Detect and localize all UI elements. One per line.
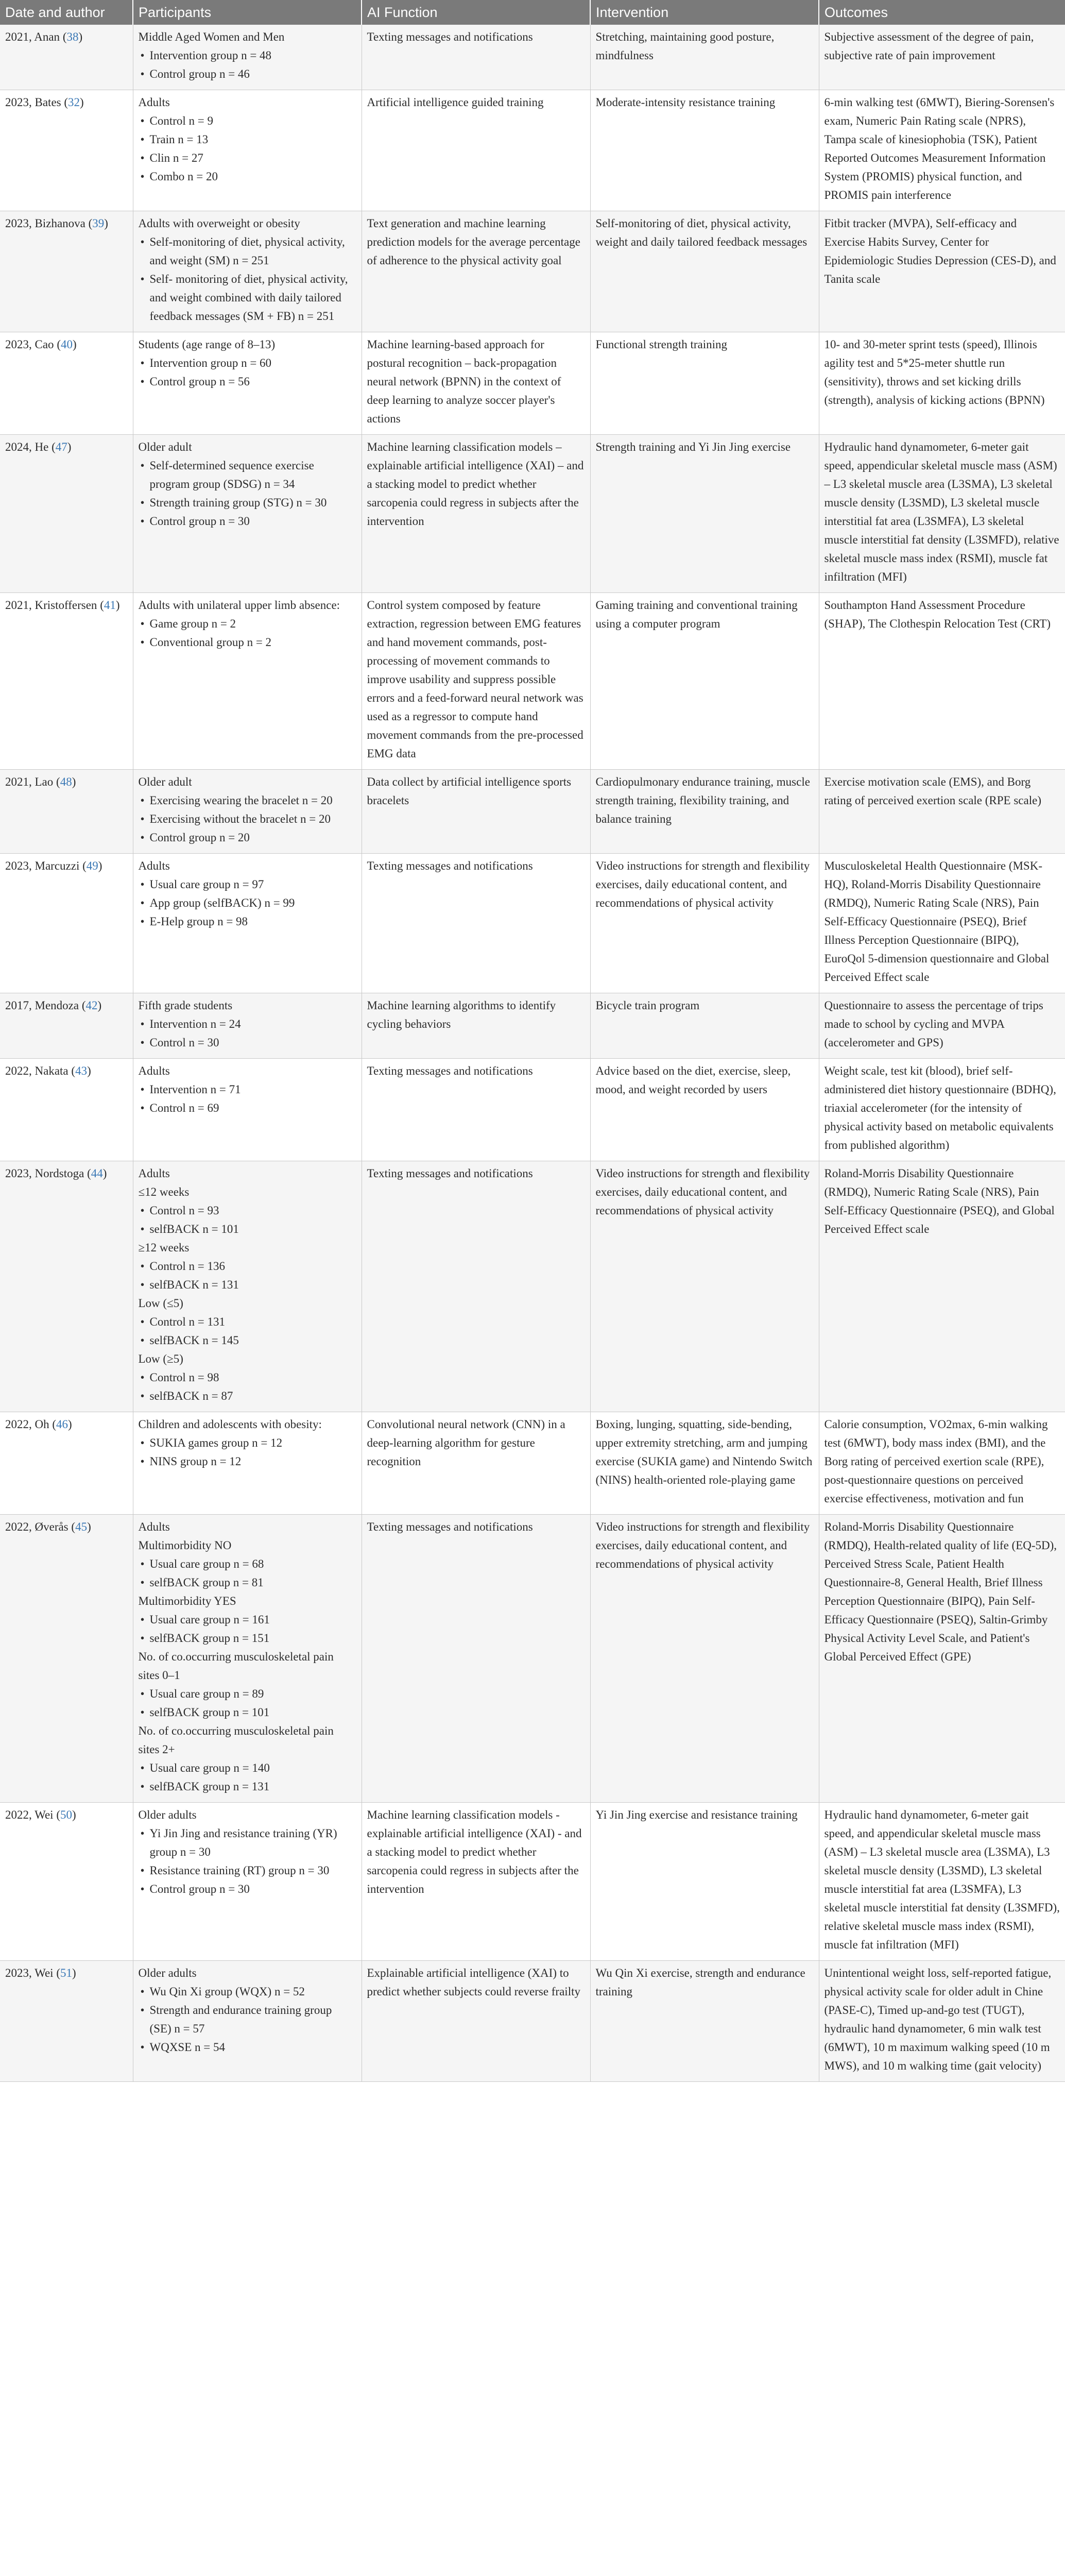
participants-list: [139, 214, 356, 326]
participant-group-item: • Control n = 136: [139, 1257, 356, 1276]
header-row: [0, 0, 1065, 25]
table-row: [0, 770, 1065, 854]
outcomes-cell: Subjective assessment of the degree of pain, subjective rate of pain improvement: [819, 25, 1065, 90]
reference-link[interactable]: 43: [75, 1064, 88, 1077]
outcomes-cell: Roland-Morris Disability Questionnaire (RMDQ), Health-related quality of life (EQ-5D), Perceived Stress Scale, Patient Health Questionnaire-8, General Health, Brief Illness Perception Questionnaire (BIPQ), Pain Self-Efficacy Questionnaire (PSEQ), Saltin-Grimby Physical Activity Level Scale, and Patient's Global Perceived Effect (GPE): [819, 1515, 1065, 1803]
date-author-text: 2023, Marcuzzi: [5, 859, 80, 872]
reference-link[interactable]: 32: [68, 96, 80, 109]
table-row: [0, 90, 1065, 211]
reference-link[interactable]: 42: [85, 999, 98, 1012]
date-author-text: 2023, Bates: [5, 96, 61, 109]
table-row: [0, 1161, 1065, 1412]
participants-cell: [133, 1161, 362, 1412]
participant-heading: Children and adolescents with obesity:: [138, 1418, 322, 1431]
date-author-cell: 2022, Oh (46): [0, 1412, 133, 1515]
participant-group-item: • Intervention group n = 48: [139, 46, 356, 65]
reference-link[interactable]: 47: [55, 440, 67, 453]
reference-link[interactable]: 48: [60, 775, 72, 788]
outcomes-cell: 10- and 30-meter sprint tests (speed), Illinois agility test and 5*25-meter shuttle run (sensitivity), throws and set kicking drills (strength), analysis of kicking actions (BPNN): [819, 332, 1065, 435]
participant-group-item: • selfBACK n = 145: [139, 1331, 356, 1350]
outcomes-cell: Hydraulic hand dynamometer, 6-meter gait speed, appendicular skeletal muscle mass (ASM) – L3 skeletal muscle area (L3SMA), L3 skeletal muscle density (L3SMD), L3 skeletal muscle interstitial fat area (L3SMFA), L3 skeletal muscle interstitial fat density (L3SMFD), relative skeletal muscle mass index (RSMI), muscle fat infiltration (MFI): [819, 435, 1065, 593]
participant-group-item: • Self-monitoring of diet, physical activity, and weight (SM) n = 251: [139, 233, 356, 270]
ai-function-cell: Explainable artificial intelligence (XAI) to predict whether subjects could reverse frailty: [362, 1961, 590, 2082]
reference-link[interactable]: 39: [92, 217, 105, 230]
ai-function-cell: Texting messages and notifications: [362, 25, 590, 90]
participant-group-item: • Yi Jin Jing and resistance training (YR) group n = 30: [139, 1824, 356, 1861]
participants-cell: [133, 854, 362, 993]
participants-list: [139, 857, 356, 931]
participant-group-item: • Control group n = 30: [139, 1880, 356, 1899]
intervention-cell: Cardiopulmonary endurance training, muscle strength training, flexibility training, and balance training: [590, 770, 819, 854]
participants-cell: [133, 1059, 362, 1161]
intervention-cell: Stretching, maintaining good posture, mindfulness: [590, 25, 819, 90]
participant-group-item: • selfBACK group n = 151: [139, 1629, 356, 1648]
participant-group-item: • Conventional group n = 2: [139, 633, 356, 652]
participant-heading: Low (≤5): [138, 1297, 183, 1310]
participant-group-item: • Usual care group n = 97: [139, 875, 356, 894]
participants-cell: [133, 1803, 362, 1961]
participant-group-item: • Usual care group n = 68: [139, 1555, 356, 1573]
date-author-cell: 2023, Bizhanova (39): [0, 211, 133, 332]
ai-function-cell: Convolutional neural network (CNN) in a deep-learning algorithm for gesture recognition: [362, 1412, 590, 1515]
participant-heading: Adults: [138, 1064, 170, 1077]
participant-group-item: • Intervention n = 24: [139, 1015, 356, 1033]
participant-group-item: • WQXSE n = 54: [139, 2038, 356, 2057]
participant-group-item: • Exercising without the bracelet n = 20: [139, 810, 356, 828]
header-ai-function: AI Function: [362, 0, 590, 25]
participant-heading: Adults: [138, 859, 170, 872]
date-author-text: 2023, Nordstoga: [5, 1167, 84, 1180]
participants-cell: [133, 770, 362, 854]
participant-group-item: • Control group n = 30: [139, 512, 356, 531]
date-author-text: 2023, Cao: [5, 338, 54, 351]
participant-heading: Multimorbidity YES: [138, 1595, 236, 1607]
participants-cell: [133, 1515, 362, 1803]
participant-group-item: • Wu Qin Xi group (WQX) n = 52: [139, 1982, 356, 2001]
participant-group-item: • Control group n = 56: [139, 372, 356, 391]
ai-function-cell: Texting messages and notifications: [362, 854, 590, 993]
participant-group-item: • Control n = 98: [139, 1368, 356, 1387]
participant-group-item: • selfBACK n = 131: [139, 1276, 356, 1294]
participants-list: [139, 1062, 356, 1117]
participant-heading: Adults: [138, 1167, 170, 1180]
participant-group-item: • Self-determined sequence exercise program group (SDSG) n = 34: [139, 456, 356, 494]
date-author-cell: 2023, Marcuzzi (49): [0, 854, 133, 993]
date-author-text: 2022, Nakata: [5, 1064, 68, 1077]
intervention-cell: Bicycle train program: [590, 993, 819, 1059]
intervention-cell: Strength training and Yi Jin Jing exercise: [590, 435, 819, 593]
intervention-cell: Wu Qin Xi exercise, strength and endurance training: [590, 1961, 819, 2082]
table-row: [0, 1961, 1065, 2082]
participant-group-item: • Intervention group n = 60: [139, 354, 356, 372]
participant-heading: Students (age range of 8–13): [138, 338, 276, 351]
participants-list: [139, 93, 356, 186]
outcomes-cell: Southampton Hand Assessment Procedure (SHAP), The Clothespin Relocation Test (CRT): [819, 593, 1065, 770]
outcomes-cell: Weight scale, test kit (blood), brief self-administered diet history questionnaire (BDHQ), triaxial accelerometer (for the intensity of physical activity based on metabolic equivalents from published algorithm): [819, 1059, 1065, 1161]
ai-function-cell: Data collect by artificial intelligence sports bracelets: [362, 770, 590, 854]
intervention-cell: Gaming training and conventional training using a computer program: [590, 593, 819, 770]
ai-function-cell: Text generation and machine learning prediction models for the average percentage of adherence to the physical activity goal: [362, 211, 590, 332]
date-author-text: 2017, Mendoza: [5, 999, 79, 1012]
ai-function-cell: Texting messages and notifications: [362, 1059, 590, 1161]
participant-group-item: • selfBACK group n = 101: [139, 1703, 356, 1722]
participant-group-item: • Usual care group n = 140: [139, 1759, 356, 1777]
outcomes-cell: Unintentional weight loss, self-reported fatigue, physical activity scale for older adult in Chine (PASE-C), Timed up-and-go test (TUGT), hydraulic hand dynamometer, 6 min walk test (6MWT), 10 m maximum walking speed (10 m MWS), and 10 m walking time (gait velocity): [819, 1961, 1065, 2082]
participant-group-item: • Train n = 13: [139, 130, 356, 149]
participant-group-item: • Strength and endurance training group (SE) n = 57: [139, 2001, 356, 2038]
participants-cell: [133, 1412, 362, 1515]
intervention-cell: Functional strength training: [590, 332, 819, 435]
reference-link[interactable]: 45: [75, 1520, 88, 1533]
participant-heading: No. of co.occurring musculoskeletal pain sites 0–1: [138, 1650, 334, 1682]
table-row: [0, 1515, 1065, 1803]
intervention-cell: Moderate-intensity resistance training: [590, 90, 819, 211]
participant-group-item: • NINS group n = 12: [139, 1452, 356, 1471]
date-author-text: 2022, Wei: [5, 1808, 54, 1821]
reference-link[interactable]: 40: [60, 338, 73, 351]
date-author-text: 2021, Lao: [5, 775, 54, 788]
date-author-text: 2024, He: [5, 440, 49, 453]
participant-heading: Older adults: [138, 1808, 197, 1821]
reference-link[interactable]: 38: [66, 30, 79, 43]
reference-link[interactable]: 44: [91, 1167, 103, 1180]
intervention-cell: Boxing, lunging, squatting, side-bending, upper extremity stretching, arm and jumping exercise (SUKIA game) and Nintendo Switch (NINS) health-oriented role-playing game: [590, 1412, 819, 1515]
outcomes-cell: Questionnaire to assess the percentage of trips made to school by cycling and MVPA (accelerometer and GPS): [819, 993, 1065, 1059]
table-row: [0, 332, 1065, 435]
date-author-text: 2022, Øverås: [5, 1520, 68, 1533]
intervention-cell: Yi Jin Jing exercise and resistance training: [590, 1803, 819, 1961]
outcomes-cell: Fitbit tracker (MVPA), Self-efficacy and Exercise Habits Survey, Center for Epidemiologic Studies Depression (CES-D), and Tanita scale: [819, 211, 1065, 332]
date-author-cell: 2021, Anan (38): [0, 25, 133, 90]
ai-function-cell: Machine learning algorithms to identify cycling behaviors: [362, 993, 590, 1059]
reference-link[interactable]: 41: [104, 599, 116, 612]
participant-group-item: • SUKIA games group n = 12: [139, 1434, 356, 1452]
participants-list: [139, 438, 356, 531]
participant-group-item: • Usual care group n = 89: [139, 1685, 356, 1703]
ai-function-cell: Control system composed by feature extraction, regression between EMG features and hand movement commands, post-processing of movement commands to improve usability and suppress possible errors and a feed-forward neural network was used as a regressor to compute hand movement commands from the pre-processed EMG data: [362, 593, 590, 770]
participant-group-item: • Control n = 93: [139, 1201, 356, 1220]
participant-group-item: • Control n = 69: [139, 1099, 356, 1117]
participant-group-item: • Control group n = 20: [139, 828, 356, 847]
participant-heading: No. of co.occurring musculoskeletal pain sites 2+: [138, 1724, 334, 1756]
table-row: [0, 854, 1065, 993]
participants-cell: [133, 332, 362, 435]
outcomes-cell: Roland-Morris Disability Questionnaire (RMDQ), Numeric Rating Scale (NRS), Pain Self-Efficacy Questionnaire (PSEQ), and Global Perceived Effect scale: [819, 1161, 1065, 1412]
date-author-cell: 2017, Mendoza (42): [0, 993, 133, 1059]
participant-heading: Older adult: [138, 440, 192, 453]
participant-group-item: • selfBACK n = 87: [139, 1387, 356, 1405]
ai-function-cell: Artificial intelligence guided training: [362, 90, 590, 211]
participant-group-item: • Control n = 9: [139, 112, 356, 130]
date-author-cell: 2022, Øverås (45): [0, 1515, 133, 1803]
date-author-cell: 2021, Kristoffersen (41): [0, 593, 133, 770]
table-row: [0, 1803, 1065, 1961]
outcomes-cell: Musculoskeletal Health Questionnaire (MSK-HQ), Roland-Morris Disability Questionnaire (RMDQ), Numeric Rating Scale (NRS), Pain Self-Efficacy Questionnaire (PSEQ), Brief Illness Perception Questionnaire (BIPQ), EuroQol 5-dimension questionnaire and Global Perceived Effect scale: [819, 854, 1065, 993]
participant-group-item: • Clin n = 27: [139, 149, 356, 167]
outcomes-cell: Exercise motivation scale (EMS), and Borg rating of perceived exertion scale (RPE scale): [819, 770, 1065, 854]
date-author-text: 2023, Bizhanova: [5, 217, 85, 230]
outcomes-cell: Hydraulic hand dynamometer, 6-meter gait speed, and appendicular skeletal muscle mass (ASM) – L3 skeletal muscle area (L3SMA), L3 skeletal muscle density (L3SMD), L3 skeletal muscle interstitial fat area (L3SMFA), L3 skeletal muscle interstitial fat density (L3SMFD), relative skeletal muscle mass index (RSMI), muscle fat infiltration (MFI): [819, 1803, 1065, 1961]
ai-function-cell: Machine learning classification models – explainable artificial intelligence (XAI) – and a stacking model to predict whether sarcopenia could regress in subjects after the intervention: [362, 435, 590, 593]
reference-link[interactable]: 49: [86, 859, 98, 872]
table-row: [0, 1059, 1065, 1161]
participants-cell: [133, 435, 362, 593]
ai-function-cell: Machine learning-based approach for postural recognition – back-propagation neural network (BPNN) in the context of deep learning to analyze soccer player's actions: [362, 332, 590, 435]
participant-group-item: • Combo n = 20: [139, 167, 356, 186]
date-author-cell: 2022, Wei (50): [0, 1803, 133, 1961]
participant-heading: Older adults: [138, 1967, 197, 1979]
date-author-cell: 2023, Nordstoga (44): [0, 1161, 133, 1412]
date-author-text: 2021, Kristoffersen: [5, 599, 97, 612]
participants-list: [139, 1964, 356, 2057]
intervention-cell: Video instructions for strength and flexibility exercises, daily educational content, and recommendations of physical activity: [590, 854, 819, 993]
participant-group-item: • Control n = 131: [139, 1313, 356, 1331]
participant-heading: ≤12 weeks: [138, 1185, 190, 1198]
table-row: [0, 593, 1065, 770]
participant-group-item: • E-Help group n = 98: [139, 912, 356, 931]
participants-list: [139, 1518, 356, 1796]
ai-function-cell: Texting messages and notifications: [362, 1515, 590, 1803]
table-header: [0, 0, 1065, 25]
participant-heading: Older adult: [138, 775, 192, 788]
intervention-cell: Self-monitoring of diet, physical activity, weight and daily tailored feedback messages: [590, 211, 819, 332]
table-row: [0, 1412, 1065, 1515]
participants-list: [139, 596, 356, 652]
date-author-cell: 2022, Nakata (43): [0, 1059, 133, 1161]
participants-list: [139, 996, 356, 1052]
date-author-text: 2021, Anan: [5, 30, 60, 43]
outcomes-cell: Calorie consumption, VO2max, 6-min walking test (6MWT), body mass index (BMI), and the Borg rating of perceived exertion scale (RPE), post-questionnaire questions on perceived exercise effectiveness, motivation and fun: [819, 1412, 1065, 1515]
participant-heading: Low (≥5): [138, 1352, 183, 1365]
table-row: [0, 25, 1065, 90]
participants-list: [139, 1164, 356, 1405]
participants-cell: [133, 90, 362, 211]
intervention-cell: Advice based on the diet, exercise, sleep, mood, and weight recorded by users: [590, 1059, 819, 1161]
date-author-cell: 2023, Bates (32): [0, 90, 133, 211]
participant-group-item: • Strength training group (STG) n = 30: [139, 494, 356, 512]
participant-group-item: • App group (selfBACK) n = 99: [139, 894, 356, 912]
date-author-cell: 2023, Cao (40): [0, 332, 133, 435]
date-author-cell: 2023, Wei (51): [0, 1961, 133, 2082]
participant-group-item: • selfBACK group n = 81: [139, 1573, 356, 1592]
date-author-cell: 2021, Lao (48): [0, 770, 133, 854]
header-date-author: Date and author: [0, 0, 133, 25]
participant-heading: Adults with unilateral upper limb absence:: [138, 599, 340, 612]
participant-group-item: • selfBACK n = 101: [139, 1220, 356, 1239]
reference-link[interactable]: 51: [60, 1967, 72, 1979]
table-row: [0, 211, 1065, 332]
ai-function-cell: Machine learning classification models - explainable artificial intelligence (XAI) - and a stacking model to predict whether sarcopenia could regress in subjects after the intervention: [362, 1803, 590, 1961]
reference-link[interactable]: 50: [60, 1808, 72, 1821]
intervention-cell: Video instructions for strength and flexibility exercises, daily educational content, and recommendations of physical activity: [590, 1161, 819, 1412]
date-author-text: 2022, Oh: [5, 1418, 49, 1431]
ai-function-cell: Texting messages and notifications: [362, 1161, 590, 1412]
outcomes-cell: 6-min walking test (6MWT), Biering-Sorensen's exam, Numeric Pain Rating scale (NPRS), Tampa scale of kinesiophobia (TSK), Patient Reported Outcomes Measurement Information System (PROMIS) physical function, and PROMIS pain interference: [819, 90, 1065, 211]
date-author-cell: 2024, He (47): [0, 435, 133, 593]
participant-heading: Middle Aged Women and Men: [138, 30, 285, 43]
table-row: [0, 993, 1065, 1059]
participant-group-item: • Self- monitoring of diet, physical activity, and weight combined with daily tailored feedback messages (SM + FB) n = 251: [139, 270, 356, 326]
reference-link[interactable]: 46: [56, 1418, 68, 1431]
participant-group-item: • Intervention n = 71: [139, 1080, 356, 1099]
participants-list: [139, 1806, 356, 1899]
header-intervention: Intervention: [590, 0, 819, 25]
header-outcomes: Outcomes: [819, 0, 1065, 25]
participants-list: [139, 773, 356, 847]
participant-group-item: • Resistance training (RT) group n = 30: [139, 1861, 356, 1880]
participant-group-item: • Usual care group n = 161: [139, 1611, 356, 1629]
participants-cell: [133, 1961, 362, 2082]
participants-list: [139, 335, 356, 391]
table-row: [0, 435, 1065, 593]
participant-heading: Fifth grade students: [138, 999, 233, 1012]
date-author-text: 2023, Wei: [5, 1967, 54, 1979]
participant-heading: Multimorbidity NO: [138, 1539, 232, 1552]
participants-cell: [133, 25, 362, 90]
table-body: [0, 25, 1065, 2082]
participant-group-item: • Game group n = 2: [139, 615, 356, 633]
participant-heading: Adults with overweight or obesity: [138, 217, 300, 230]
intervention-cell: Video instructions for strength and flexibility exercises, daily educational content, and recommendations of physical activity: [590, 1515, 819, 1803]
participant-heading: Adults: [138, 96, 170, 109]
header-participants: Participants: [133, 0, 362, 25]
participants-cell: [133, 993, 362, 1059]
participant-group-item: • Control n = 30: [139, 1033, 356, 1052]
participants-cell: [133, 593, 362, 770]
participants-list: [139, 1415, 356, 1471]
participant-group-item: • selfBACK group n = 131: [139, 1777, 356, 1796]
participant-group-item: • Exercising wearing the bracelet n = 20: [139, 791, 356, 810]
participant-heading: ≥12 weeks: [138, 1241, 190, 1254]
participant-heading: Adults: [138, 1520, 170, 1533]
participant-group-item: • Control group n = 46: [139, 65, 356, 83]
participants-list: [139, 28, 356, 83]
participants-cell: [133, 211, 362, 332]
